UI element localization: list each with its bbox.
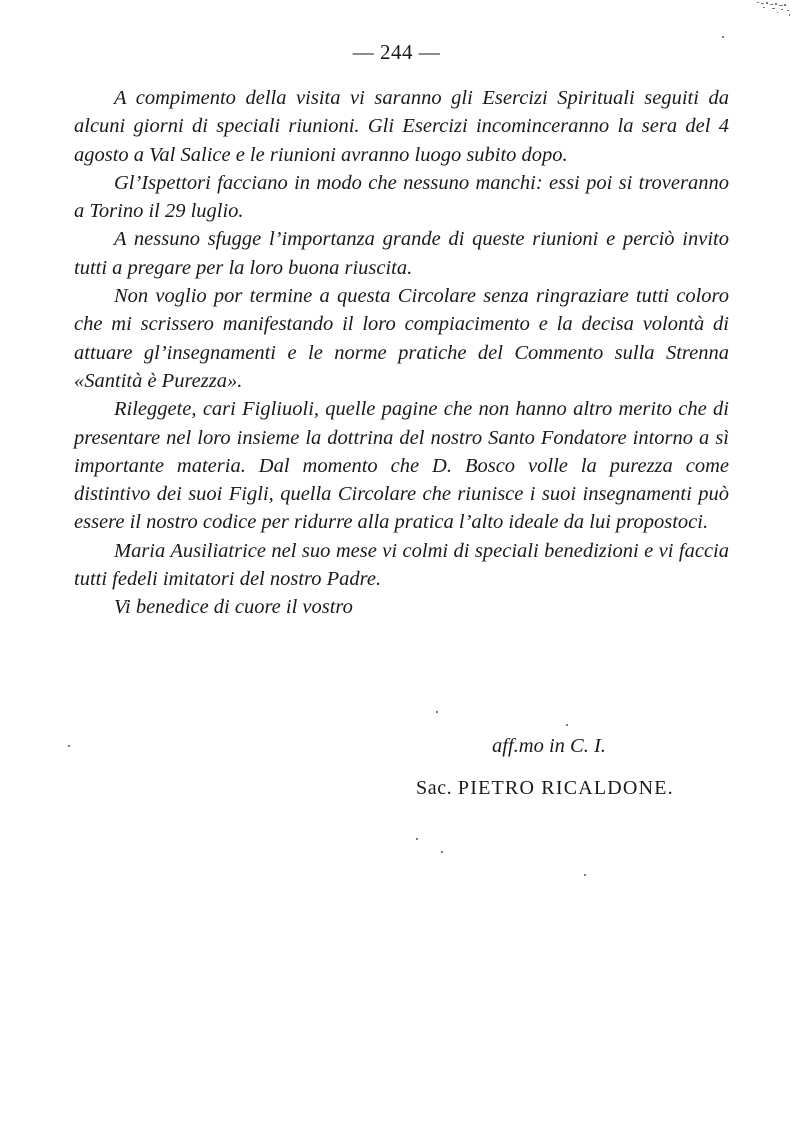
closing-formula: aff.mo in C. I. <box>492 735 606 757</box>
scan-speck <box>584 874 586 876</box>
paragraph-prayer-request: A nessuno sfugge l’importanza grande di queste riunioni e perciò invito tutti a pregare per la loro buona riuscita. <box>74 228 729 279</box>
page-number: — 244 — <box>352 40 441 64</box>
scan-speck <box>566 724 568 726</box>
paragraph-inspectors: Gl’Ispettori facciano in modo che nessuno manchi: essi poi si troveranno a Torino il 29 luglio. <box>74 171 729 223</box>
paragraph-reread: Rileggete, cari Figliuoli, quelle pagine che non hanno altro merito che di presentare nel loro insieme la dottrina del nostro Santo Fondatore intorno a sì importante materia. Dal momento che D. Bosco volle la purezza come distintivo dei suoi Figli, quella Circolare che riunisce i suoi insegnamenti può essere il nostro codice per ridurre alla pratica l’alto ideale da lui propostoci. <box>74 398 729 534</box>
scan-speck <box>436 711 438 713</box>
scan-speck <box>441 851 443 853</box>
scan-speck <box>722 36 724 38</box>
signature-name: PIETRO RICALDONE. <box>457 777 674 799</box>
signature-title: Sac. <box>416 777 453 799</box>
paragraph-farewell: Vi benedice di cuore il vostro <box>114 596 353 619</box>
signature <box>416 777 674 800</box>
scan-speck <box>68 745 70 747</box>
paragraph-thanks: Non voglio por termine a questa Circolare senza ringraziare tutti coloro che mi scrissero manifestando il loro compiacimento e la decisa volontà di attuare gl’insegnamenti e le norme pratiche del Commento sulla Strenna «Santità è Purezza». <box>74 285 729 392</box>
scan-corner-artifact <box>751 0 793 20</box>
scan-speck <box>416 838 418 840</box>
paragraph-blessing: Maria Ausiliatrice nel suo mese vi colmi di speciali benedizioni e vi faccia tutti fedeli imitatori del nostro Padre. <box>74 539 729 591</box>
letter-body <box>74 84 729 622</box>
paragraph-spiritual-exercises: A compimento della visita vi saranno gli Esercizi Spirituali seguiti da alcuni giorni di speciali riunioni. Gli Esercizi incominceranno la sera del 4 agosto a Val Salice e le riunioni avranno luogo subito dopo. <box>74 87 729 166</box>
